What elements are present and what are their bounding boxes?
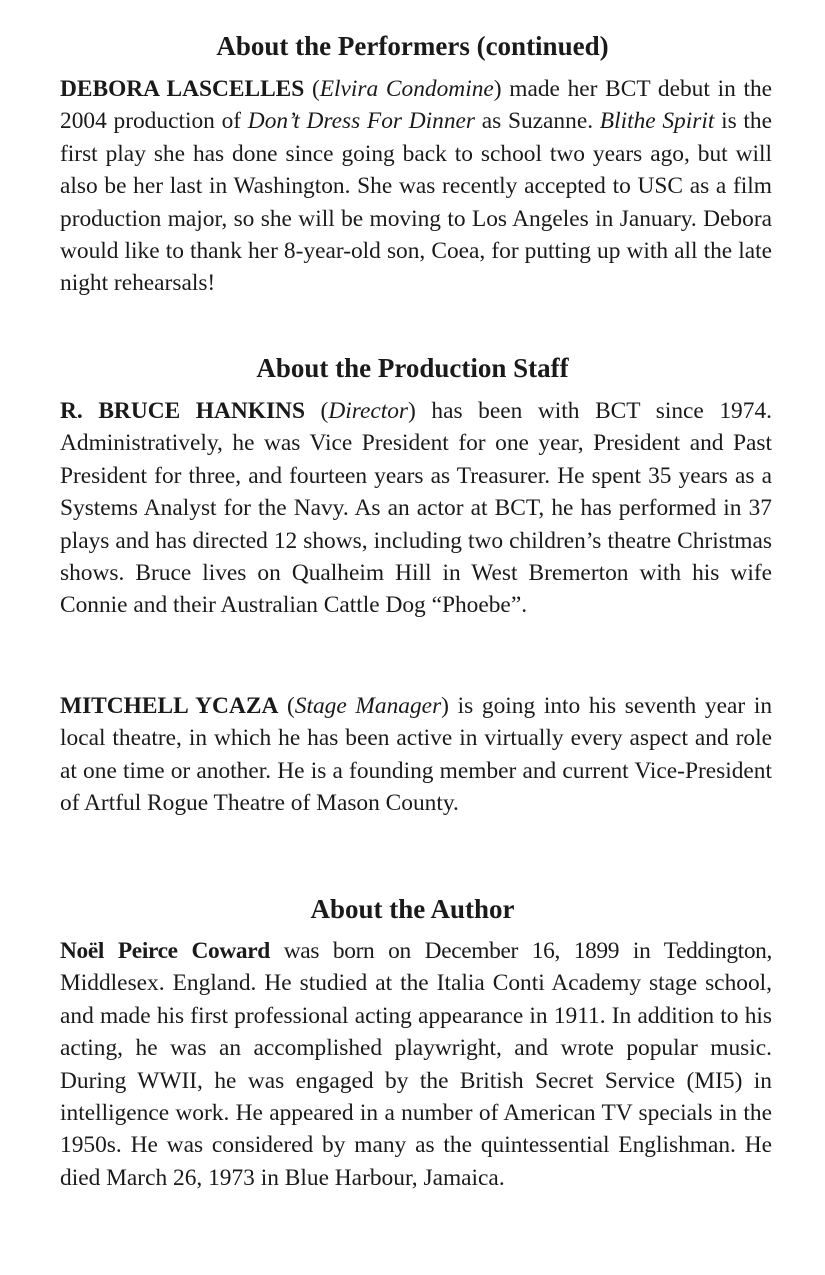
staff-role: Stage Manager [294,693,442,719]
bio-text: Middlesex. England. He studied at the Italia Conti Academy stage school, and made his first professional acting appearance in 1911. In addition to his acting, he was an accomplished playwright, and wrote popular music. During WWII, he was engaged by the British Secret Service (MI5) in intelligence work. He appeared in a number of American TV specials in the 1950s. He was considered by many as the quintessential Englishman. He died March 26, 1973 in Blue Harbour, Jamaica. [60,970,772,1191]
bio-noel-coward [60,935,772,1194]
bio-text: as Suzanne. [481,108,594,135]
bio-mitchell-ycaza: MITCHELL YCAZA (Stage Manager) is going into his seventh year in local theatre, in which he has been active in virtually every aspect and role at one time or another. He is a founding member and current Vice-President of Artful Rogue Theatre of Mason County. [60,693,773,817]
author-heading: About the Author [310,894,515,924]
bio-debora-lascelles: DEBORA LASCELLES (Elvira Condomine) made her BCT debut in the 2004 production of Don’t Dress For Dinner as Suzanne. Blithe Spirit is the first play she has done since going back to school two years ago, but will also be her last in Washington. She was recently accepted to USC as a film production major, so she will be moving to Los Angeles in January. Debora would like to thank her 8-year-old son, Coea, for putting up with all the late night rehearsals! [60,76,773,297]
production-staff-heading: About the Production Staff [256,353,569,383]
bio-bruce-hankins: R. BRUCE HANKINS (Director) has been with BCT since 1974. Administratively, he was Vice President for one year, President and Past President for three, and fourteen years as Treasurer. He spent 35 years as a Systems Analyst for the Navy. As an actor at BCT, he has performed in 37 plays and has directed 12 shows, including two children’s theatre Christmas shows. Bruce lives on Qualheim Hill in West Bremerton with his wife Connie and their Australian Cattle Dog “Phoebe”. [60,398,772,619]
bio-text: has been with BCT since 1974. Administratively, he was Vice President for one year, President and Past President for three, and fourteen years as Treasurer. He spent 35 years as a Systems Analyst for the Navy. As an actor at BCT, he has performed in 37 plays and has directed 12 shows, including two children’s theatre Christmas shows. Bruce lives on Qualheim Hill in West Bremerton with his wife Connie and their Australian Cattle Dog “Phoebe”. [60,398,772,619]
play-title: Blithe Spirit [599,108,715,135]
bio-text: made her BCT debut in the 2004 production of [60,76,773,135]
performers-heading: About the Performers (continued) [216,31,609,61]
author-first-line [60,938,772,964]
play-title: Don’t Dress For Dinner [247,108,476,135]
staff-name: R. BRUCE HANKINS [60,398,305,424]
performer-name: DEBORA LASCELLES [60,76,305,102]
performer-role: Elvira Condomine [319,76,494,102]
bio-text: is the first play she has done since going back to school two years ago, but will also be her last in Washington. She was recently accepted to USC as a film production major, so she will be moving to Los Angeles in January. Debora would like to thank her 8-year-old son, Coea, for putting up with all the late night rehearsals! [60,108,772,297]
staff-name: MITCHELL YCAZA [60,693,279,719]
bio-text: was born on December 16, 1899 in Teddington, [283,938,773,964]
author-name: Noël Peirce Coward [60,938,270,964]
bio-text: is going into his seventh year in local theatre, in which he has been active in virtually every aspect and role at one time or another. He is a founding member and current Vice-President of Artful Rogue Theatre of Mason County. [60,693,773,817]
staff-role: Director [328,398,409,424]
